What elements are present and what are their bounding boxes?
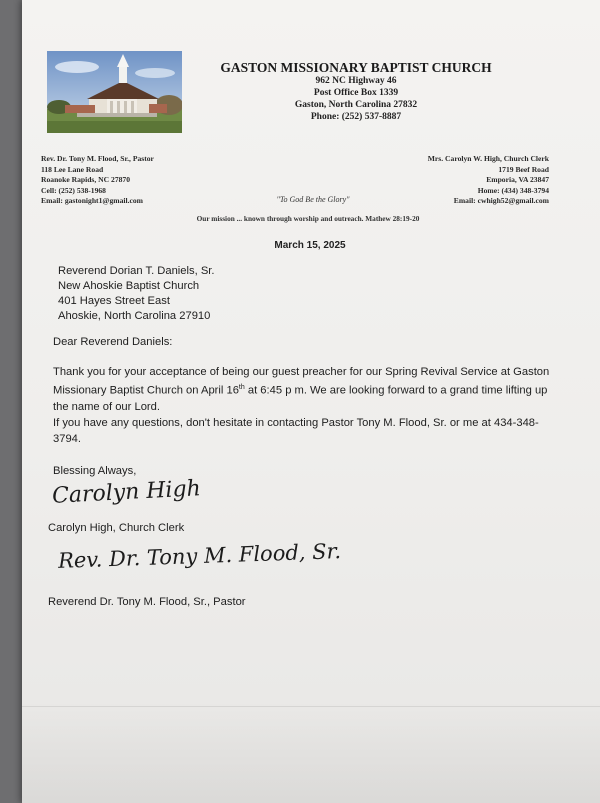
po-box-line: Post Office Box 1339 <box>313 88 399 98</box>
mission-statement: Our mission ... known through worship and outreach. Mathew 28:19-20 <box>196 214 420 223</box>
church-motto: "To God Be the Glory" <box>276 195 350 204</box>
signature-clerk: Carolyn High <box>51 476 202 509</box>
pastor-email: Email: gastonight1@gmail.com <box>41 196 143 205</box>
recipient-address <box>58 264 215 324</box>
pastor-street: 118 Lee Lane Road <box>41 164 104 174</box>
paragraph-invitation-part1: Thank you for your acceptance of being our guest preacher for our Spring Revival Service at Gaston Missionary Baptist Church on April 16 <box>53 366 550 397</box>
pastor-signer-name: Reverend Dr. Tony M. Flood, Sr., Pastor <box>48 596 246 608</box>
clerk-signer-name: Carolyn High, Church Clerk <box>48 522 185 534</box>
recipient-street: 401 Hayes Street East <box>58 295 170 307</box>
recipient-church: New Ahoskie Baptist Church <box>58 280 200 292</box>
city-line: Gaston, North Carolina 27832 <box>294 100 418 110</box>
clerk-city: Emporia, VA 23847 <box>486 175 549 184</box>
clerk-email: Email: cwhigh52@gmail.com <box>453 196 549 205</box>
pastor-contact-block <box>41 154 154 207</box>
paragraph-questions: If you have any questions, don't hesitate in contacting Pastor Tony M. Flood, Sr. or me at 434-348-3794. <box>53 417 539 445</box>
letter-date: March 15, 2025 <box>274 240 346 251</box>
closing: Blessing Always, <box>53 465 137 477</box>
pastor-name: Rev. Dr. Tony M. Flood, Sr., Pastor <box>41 154 154 163</box>
salutation: Dear Reverend Daniels: <box>53 336 173 348</box>
paper-shadow <box>22 700 600 803</box>
clerk-street: 1719 Beef Road <box>498 164 549 174</box>
church-name: GASTON MISSIONARY BAPTIST CHURCH <box>220 60 492 75</box>
pastor-cell: Cell: (252) 538-1968 <box>41 185 106 195</box>
paragraph-invitation-part2: at 6:45 p m. We are looking forward to a grand time lifting up the name of our Lord. <box>53 384 548 413</box>
address-line: 962 NC Highway 46 <box>315 76 397 86</box>
ordinal-suffix: th <box>238 384 245 391</box>
recipient-name: Reverend Dorian T. Daniels, Sr. <box>58 265 215 277</box>
clerk-contact-block <box>380 154 549 207</box>
clerk-name: Mrs. Carolyn W. High, Church Clerk <box>427 154 549 163</box>
clerk-home: Home: (434) 348-3794 <box>477 185 549 195</box>
signature-pastor: Rev. Dr. Tony M. Flood, Sr. <box>57 539 342 573</box>
church-phone: Phone: (252) 537-8887 <box>310 112 402 122</box>
paragraph-invitation <box>53 364 553 415</box>
pastor-city: Roanoke Rapids, NC 27870 <box>41 175 131 184</box>
recipient-city: Ahoskie, North Carolina 27910 <box>58 310 211 322</box>
church-photo <box>47 51 182 133</box>
